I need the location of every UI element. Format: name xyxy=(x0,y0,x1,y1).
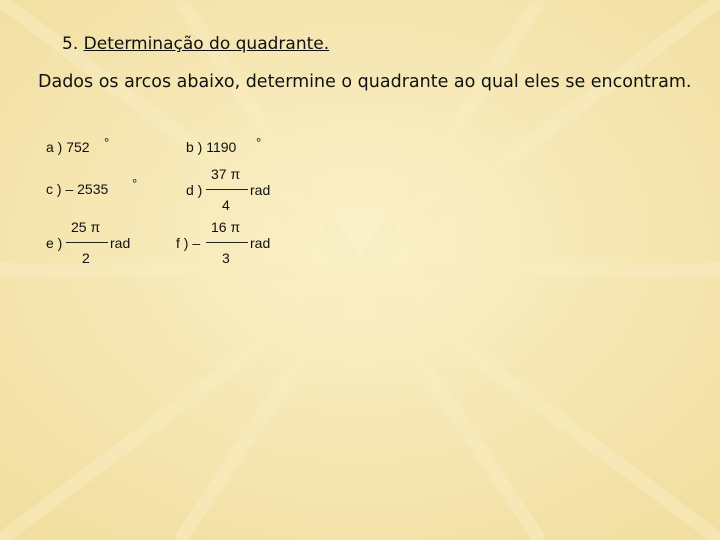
item-a-value: 752 xyxy=(66,139,90,155)
title-text: Determinação do quadrante. xyxy=(83,34,330,54)
item-a-prefix: a ) xyxy=(46,139,63,155)
item-e-fraction-bar xyxy=(66,242,108,243)
slide-title xyxy=(62,34,329,54)
item-f-numerator: 16 π xyxy=(211,219,241,235)
title-number: 5. xyxy=(62,34,79,54)
item-e-unit: rad xyxy=(110,235,131,251)
item-c-prefix: c ) xyxy=(46,181,62,197)
item-c-degree: ° xyxy=(132,176,138,191)
item-d-prefix: d ) xyxy=(186,182,203,198)
item-b xyxy=(186,139,236,155)
item-b-value: 1190 xyxy=(206,139,237,155)
item-c-value: – 2535 xyxy=(65,181,109,197)
item-d-numerator: 37 π xyxy=(211,166,241,182)
item-d-unit: rad xyxy=(250,182,271,198)
item-b-prefix: b ) xyxy=(186,139,203,155)
item-e-numerator: 25 π xyxy=(71,219,101,235)
item-f-unit: rad xyxy=(250,235,271,251)
item-d-fraction-bar xyxy=(206,189,248,190)
item-a xyxy=(46,139,90,155)
item-d-denominator: 4 xyxy=(222,197,230,213)
item-b-degree: ° xyxy=(256,135,262,150)
item-c xyxy=(46,181,108,197)
item-f-denominator: 3 xyxy=(222,250,230,266)
item-e-denominator: 2 xyxy=(82,250,90,266)
item-f-fraction-bar xyxy=(206,242,248,243)
item-e-prefix: e ) xyxy=(46,235,63,251)
item-a-degree: ° xyxy=(104,135,110,150)
item-f-prefix: f ) – xyxy=(176,235,201,251)
intro-text: Dados os arcos abaixo, determine o quadrante ao qual eles se encontram. xyxy=(38,72,692,92)
